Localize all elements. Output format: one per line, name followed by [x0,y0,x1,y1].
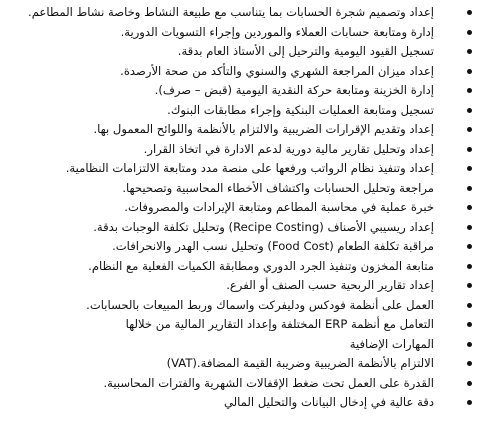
bullet-icon [467,166,472,171]
bullet-icon [467,381,472,386]
bullet-icon [467,225,472,230]
bullet-icon [467,69,472,74]
bullet-icon [467,10,472,15]
list-item [14,42,450,62]
bullet-icon [467,49,472,54]
list-item-text: إعداد وتقديم الإقرارات الضريبية والالتزام بالأنظمة واللوائح المعمول بها. [93,122,434,136]
bullet-icon [467,303,472,308]
list-item [14,62,450,82]
list-item [14,276,450,296]
bullet-icon [467,244,472,249]
list-item [14,257,450,277]
list-item-text: خبرة عملية في محاسبة المطاعم ومتابعة الإيرادات والمصروفات. [124,200,434,214]
list-item-text: إعداد وتحليل تقارير مالية دورية لدعم الادارة في اتخاذ القرار. [143,141,434,156]
bullet-icon [467,30,472,35]
list-item-text: إعداد وتصميم شجرة الحسابات بما يتناسب مع طبيعة النشاط وخاصة نشاط المطاعم. [28,5,434,19]
list-item-text: إعداد تقارير الربحية حسب الصنف أو الفرع. [226,278,434,292]
list-item [14,354,450,374]
bullet-icon [467,127,472,132]
list-item [14,159,450,179]
list-item [14,393,450,413]
list-item [14,120,450,140]
list-item-text: إدارة ومتابعة حسابات العملاء والموردين وإجراء التسويات الدورية. [120,24,434,39]
list-item [14,237,450,257]
list-item-text: إعداد ريسيبي الأصناف (Recipe Costing) وتحليل تكلفة الوجبات بدقة. [93,219,434,234]
list-item-text: مراجعة وتحليل الحسابات واكتشاف الأخطاء المحاسبية وتصحيحها. [122,180,434,195]
list-item [14,140,450,160]
list-item-text: تسجيل ومتابعة العمليات البنكية وإجراء مطابقات البنوك. [167,102,434,117]
bullet-icon [467,361,472,366]
bullet-icon [467,264,472,269]
bullet-icon [467,283,472,288]
bullet-icon [467,88,472,93]
list-item-text: القدرة على العمل تحت ضغط الإقفالات الشهرية والفترات المحاسبية. [103,375,434,390]
section-heading-text: المهارات الإضافية [349,336,434,351]
list-item-text: التعامل مع أنظمة ERP المختلفة وإعداد التقارير المالية من خلالها [125,317,434,331]
list-item-text: إدارة الخزينة ومتابعة حركة النقدية اليومية (قبض – صرف). [154,83,434,97]
list-item [14,101,450,121]
bullet-icon [467,205,472,210]
list-item [14,81,450,101]
list-item-text: دقة عالية في إدخال البيانات والتحليل المالي [223,395,434,409]
bullet-icon [467,186,472,191]
list-item-text: الالتزام بالأنظمة الضريبية وضريبة القيمة المضافة.(VAT) [166,356,434,370]
list-item [14,179,450,199]
bullet-icon [467,400,472,405]
bullet-icon [467,322,472,327]
list-item [14,218,450,238]
section-heading-item [14,335,450,355]
bullet-icon [467,108,472,113]
bullet-icon [467,342,472,347]
list-item-text: إعداد ميزان المراجعة الشهري والسنوي والتأكد من صحة الأرصدة. [120,63,434,78]
list-item-text: إعداد وتنفيذ نظام الرواتب ورفعها على منصة مدد ومتابعة الالتزامات النظامية. [65,161,434,175]
responsibilities-list [14,3,450,413]
list-item [14,3,450,23]
list-item-text: مراقبة تكلفة الطعام (Food Cost) وتحليل نسب الهدر والانحرافات. [112,239,434,253]
list-item [14,23,450,43]
list-item [14,296,450,316]
list-item-text: متابعة المخزون وتنفيذ الجرد الدوري ومطابقة الكميات الفعلية مع النظام. [88,258,434,273]
list-item [14,374,450,394]
list-item [14,315,450,335]
bullet-icon [467,147,472,152]
list-item-text: تسجيل القيود اليومية والترحيل إلى الأستاذ العام بدقة. [177,44,434,58]
list-item [14,198,450,218]
list-item-text: العمل على أنظمة فودكس ودليفركت واسماك وربط المبيعات بالحسابات. [86,297,434,312]
